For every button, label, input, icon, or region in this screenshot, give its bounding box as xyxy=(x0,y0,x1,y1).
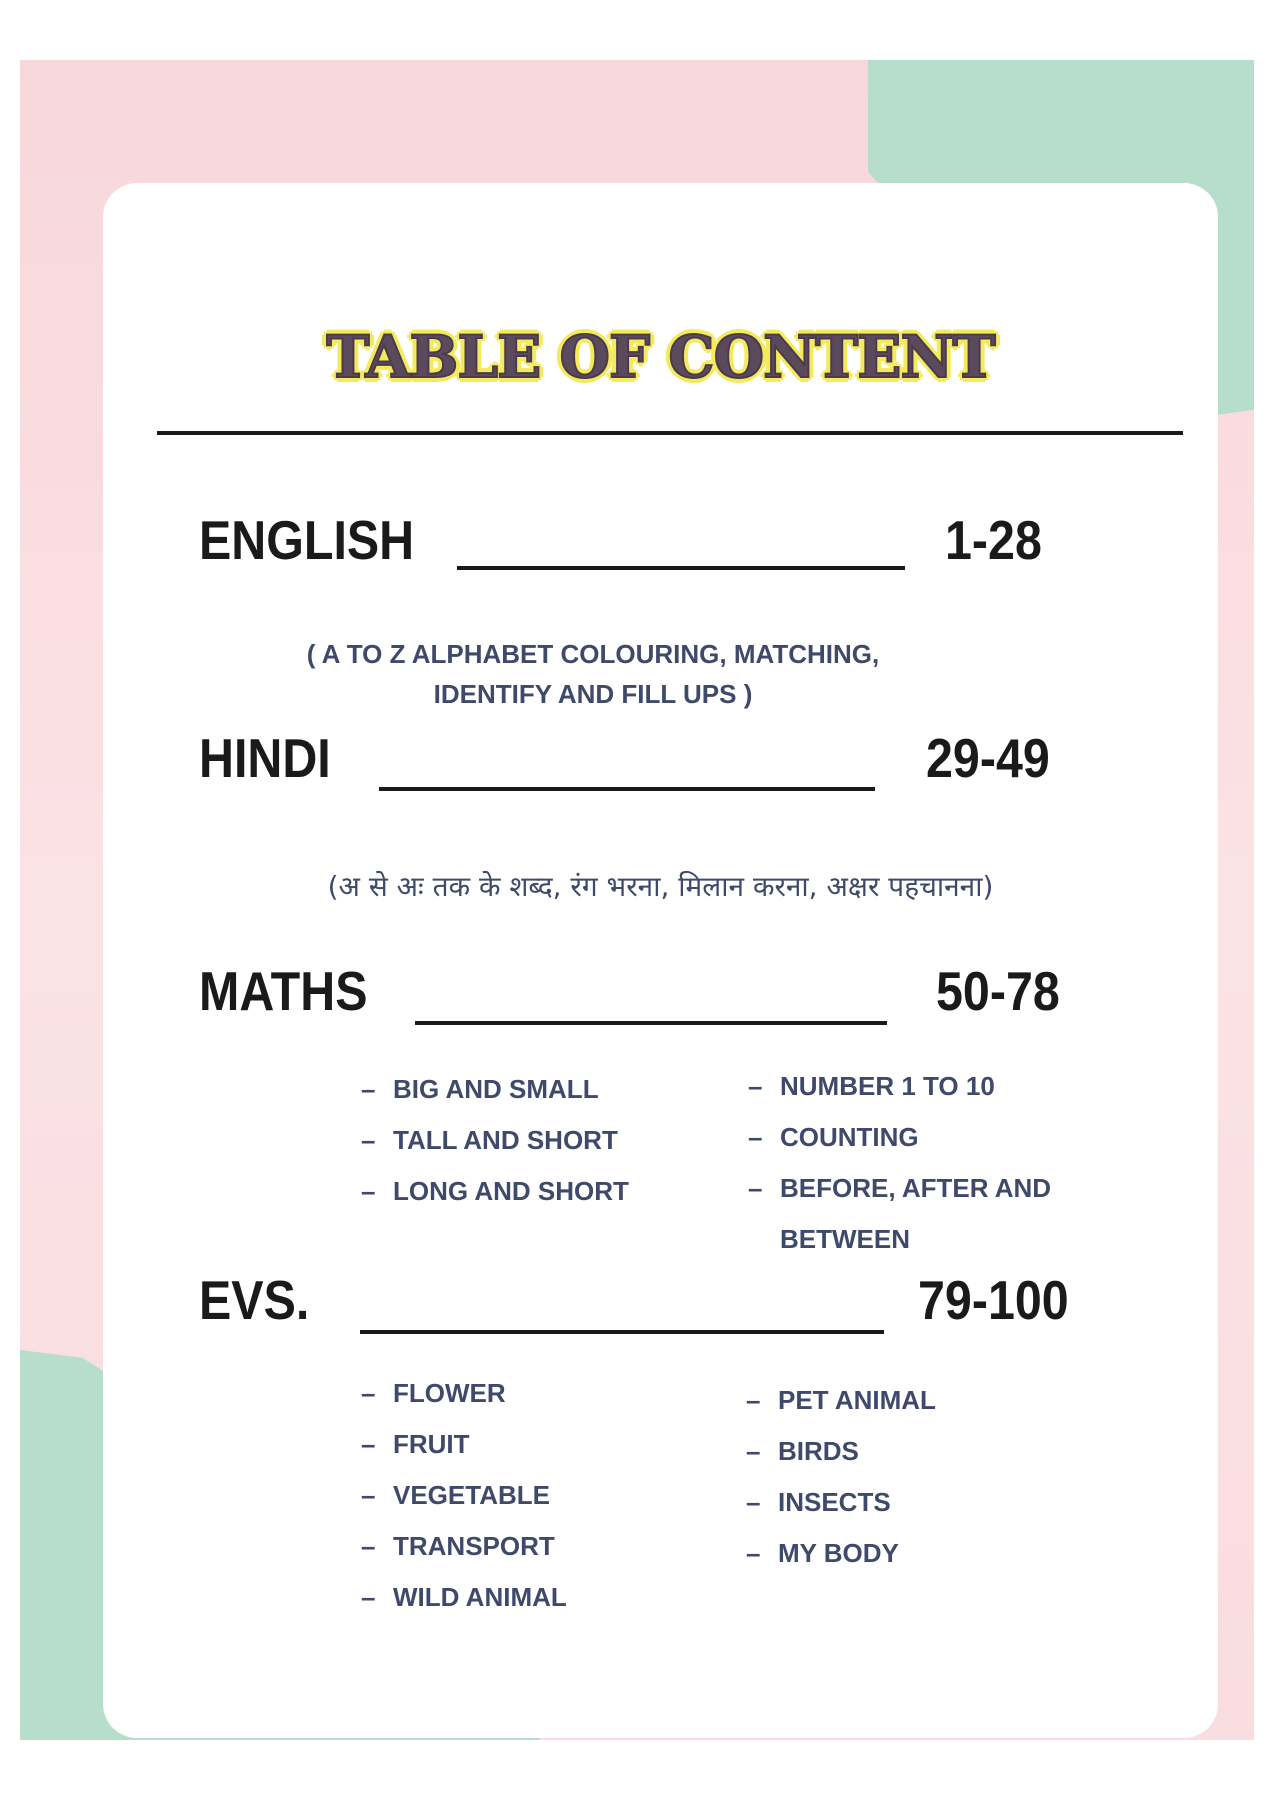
bullet-dash: – xyxy=(361,1429,376,1459)
bullet-dash: – xyxy=(746,1385,761,1415)
list-item xyxy=(361,1115,629,1166)
list-item xyxy=(361,1572,567,1623)
bullet-dash: – xyxy=(746,1436,761,1466)
bullet-dash: – xyxy=(361,1531,376,1561)
section-leader-hindi xyxy=(379,787,875,791)
section-name-hindi: HINDI xyxy=(199,727,331,789)
topic-label: LONG AND SHORT xyxy=(393,1176,629,1206)
bullet-dash: – xyxy=(361,1074,376,1104)
list-item-continuation xyxy=(748,1214,1051,1265)
description-line: ( A TO Z ALPHABET COLOURING, MATCHING, xyxy=(306,639,880,669)
section-leader-english xyxy=(457,566,905,570)
bullet-dash: – xyxy=(746,1538,761,1568)
section-name-evs: EVS. xyxy=(199,1269,310,1331)
topic-list-maths-left xyxy=(361,1064,629,1217)
list-item xyxy=(748,1112,1051,1163)
list-item xyxy=(748,1061,1051,1112)
section-description-hindi: (अ से अः तक के शब्द, रंग भरना, मिलान करना, अक्षर पहचानना) xyxy=(327,870,994,903)
section-leader-maths xyxy=(415,1021,887,1025)
topic-label: VEGETABLE xyxy=(393,1480,550,1510)
list-item xyxy=(748,1163,1051,1214)
topic-label: TALL AND SHORT xyxy=(393,1125,618,1155)
title-divider xyxy=(157,431,1183,435)
bullet-dash: – xyxy=(361,1176,376,1206)
list-item xyxy=(746,1375,936,1426)
bullet-dash: – xyxy=(361,1378,376,1408)
topic-label: BETWEEN xyxy=(780,1224,910,1254)
page-title: TABLE OF CONTENT xyxy=(326,323,995,391)
page-background xyxy=(20,60,1254,1740)
list-item xyxy=(746,1528,936,1579)
topic-label: TRANSPORT xyxy=(393,1531,555,1561)
bullet-dash: – xyxy=(361,1125,376,1155)
list-item xyxy=(361,1166,629,1217)
topic-label: FLOWER xyxy=(393,1378,506,1408)
section-pages-english: 1-28 xyxy=(945,509,1042,571)
topic-list-maths-right xyxy=(748,1061,1051,1265)
list-item xyxy=(361,1470,567,1521)
topic-label: PET ANIMAL xyxy=(778,1385,936,1415)
topic-label: FRUIT xyxy=(393,1429,470,1459)
list-item xyxy=(361,1521,567,1572)
topic-label: WILD ANIMAL xyxy=(393,1582,567,1612)
topic-label: BEFORE, AFTER AND xyxy=(780,1173,1052,1203)
description-line: IDENTIFY AND FILL UPS ) xyxy=(433,679,753,709)
topic-label: NUMBER 1 TO 10 xyxy=(780,1071,995,1101)
bullet-dash: – xyxy=(748,1122,763,1152)
bullet-dash: – xyxy=(748,1071,763,1101)
bullet-dash: – xyxy=(748,1173,763,1203)
section-name-english: ENGLISH xyxy=(199,509,415,571)
topic-list-evs-left xyxy=(361,1368,567,1623)
bullet-dash: – xyxy=(746,1487,761,1517)
list-item xyxy=(746,1477,936,1528)
topic-label: BIG AND SMALL xyxy=(393,1074,599,1104)
section-pages-evs: 79-100 xyxy=(918,1269,1069,1331)
content-card xyxy=(103,183,1218,1738)
topic-label: INSECTS xyxy=(778,1487,891,1517)
section-name-maths: MATHS xyxy=(199,960,368,1022)
bullet-dash: – xyxy=(361,1480,376,1510)
list-item xyxy=(361,1419,567,1470)
section-pages-maths: 50-78 xyxy=(936,960,1060,1022)
topic-label: MY BODY xyxy=(778,1538,899,1568)
list-item xyxy=(746,1426,936,1477)
topic-list-evs-right xyxy=(746,1375,936,1579)
topic-label: COUNTING xyxy=(780,1122,919,1152)
section-leader-evs xyxy=(360,1330,884,1334)
list-item xyxy=(361,1368,567,1419)
section-description-english xyxy=(243,634,943,714)
list-item xyxy=(361,1064,629,1115)
topic-label: BIRDS xyxy=(778,1436,859,1466)
bullet-dash: – xyxy=(361,1582,376,1612)
section-pages-hindi: 29-49 xyxy=(926,727,1050,789)
